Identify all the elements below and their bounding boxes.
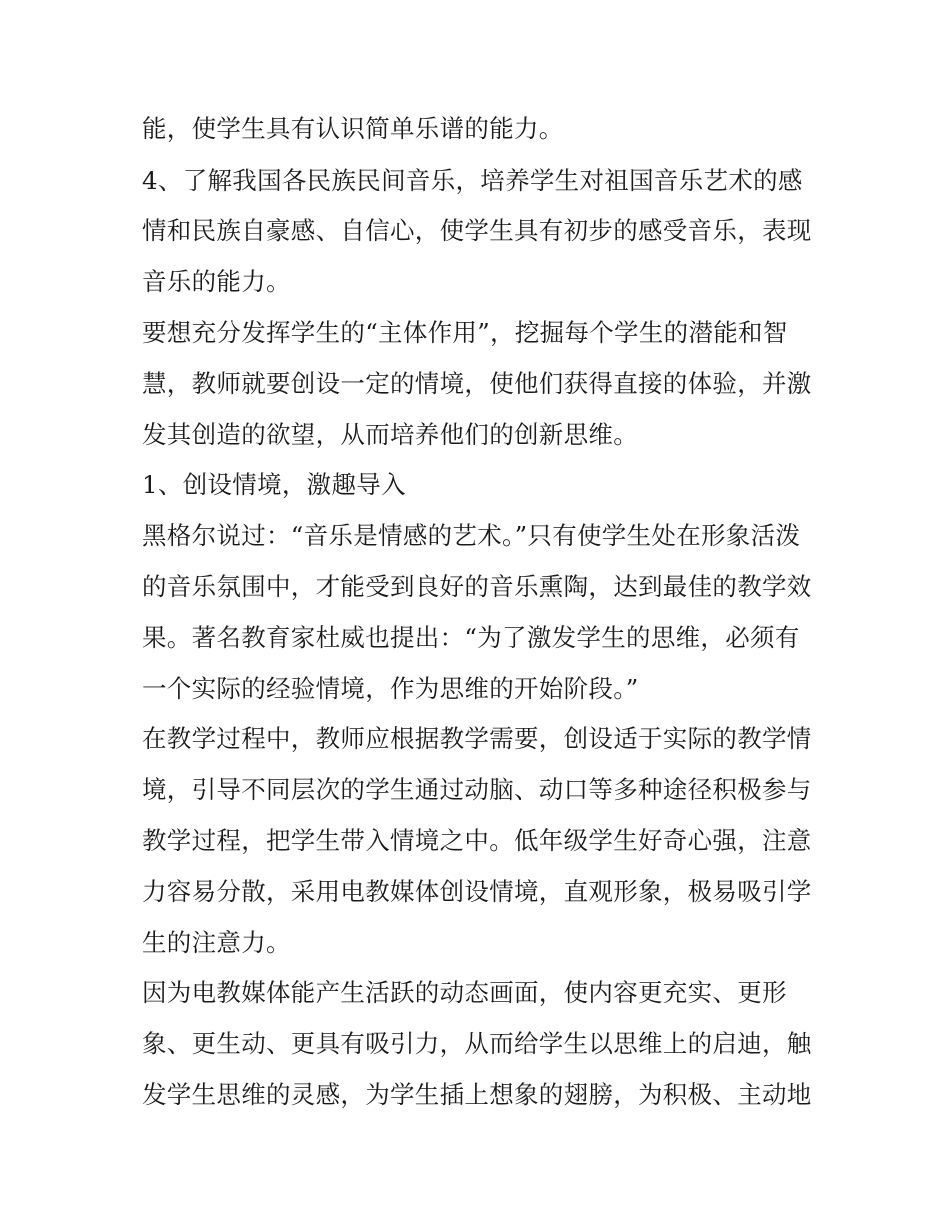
text-line: 因为电教媒体能产生活跃的动态画面，使内容更充实、更形 [142,978,787,1007]
text-line: 力容易分散，采用电教媒体创设情境，直观形象，极易吸引学 [142,877,812,906]
text-line: 象、更生动、更具有吸引力，从而给学生以思维上的启迪，触 [142,1029,812,1058]
text-line: 音乐的能力。 [142,267,291,296]
text-line: 在教学过程中，教师应根据教学需要，创设适于实际的教学情 [142,724,812,753]
text-line: 发其创造的欲望，从而培养他们的创新思维。 [142,420,638,449]
section-heading: 1、创设情境，激趣导入 [142,470,406,499]
text-line: 一个实际的经验情境，作为思维的开始阶段。” [142,674,639,703]
text-line: 4、了解我国各民族民间音乐，培养学生对祖国音乐艺术的感 [142,166,803,195]
text-line: 情和民族自豪感、自信心，使学生具有初步的感受音乐，表现 [142,216,812,245]
text-line: 境，引导不同层次的学生通过动脑、动口等多种途径积极参与 [142,775,812,804]
text-line: 的音乐氛围中，才能受到良好的音乐熏陶，达到最佳的教学效 [142,572,812,601]
text-line: 能，使学生具有认识简单乐谱的能力。 [142,114,564,143]
text-line: 生的注意力。 [142,928,291,957]
text-line: 教学过程，把学生带入情境之中。低年级学生好奇心强，注意 [142,826,812,855]
text-line: 黑格尔说过：“音乐是情感的艺术。”只有使学生处在形象活泼 [142,521,801,550]
text-line: 慧，教师就要创设一定的情境，使他们获得直接的体验，并激 [142,369,812,398]
text-line: 要想充分发挥学生的“主体作用”，挖掘每个学生的潜能和智 [142,318,788,347]
text-line: 果。著名教育家杜威也提出：“为了激发学生的思维，必须有 [142,623,800,652]
text-line: 发学生思维的灵感，为学生插上想象的翅膀，为积极、主动地 [142,1080,812,1109]
